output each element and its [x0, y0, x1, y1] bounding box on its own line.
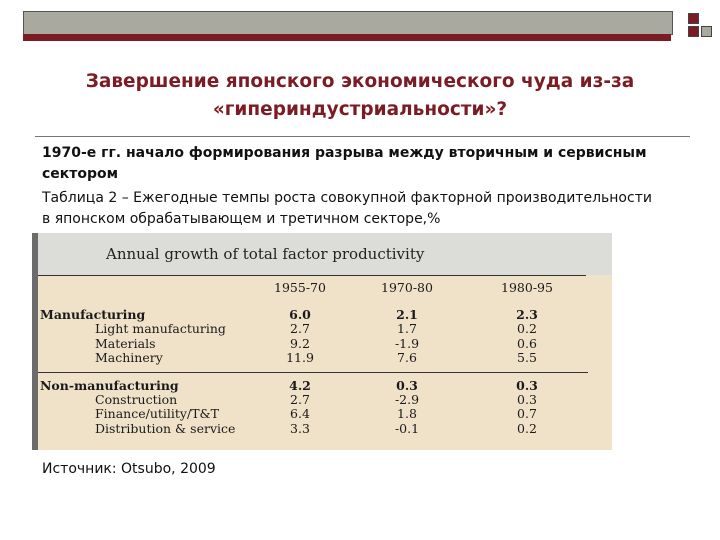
cell: 11.9 — [286, 349, 314, 365]
table-top-rule — [38, 275, 586, 276]
table-row — [40, 407, 580, 421]
table-caption: Annual growth of total factor productivity — [106, 245, 425, 263]
corner-square-icon — [701, 26, 712, 37]
cell: 0.6 — [517, 335, 537, 351]
cell: 2.7 — [290, 392, 310, 408]
corner-square-icon — [688, 13, 699, 24]
cell: 4.2 — [289, 377, 311, 393]
cell: 2.3 — [516, 307, 538, 323]
source-citation: Источник: Otsubo, 2009 — [42, 461, 216, 477]
row-label: Construction — [95, 392, 178, 408]
row-label: Non-manufacturing — [40, 377, 179, 393]
cell: 0.3 — [396, 377, 418, 393]
table-mid-rule — [38, 365, 588, 373]
paragraph-gap-line1: 1970-е гг. начало формирования разрыва между вторичным и сервисным — [42, 145, 647, 161]
corner-square-icon — [688, 26, 699, 37]
column-header: 1970-80 — [381, 280, 433, 295]
cell: 2.1 — [396, 307, 418, 323]
table-description-line2: в японском обрабатывающем и третичном секторе,% — [42, 211, 441, 227]
cell: 6.4 — [290, 406, 310, 422]
cell: 2.7 — [290, 321, 310, 337]
slide-title — [40, 68, 680, 124]
table-header-row — [40, 281, 580, 295]
slide-title-line2: «гипериндустриальности»? — [212, 99, 508, 120]
cell: -0.1 — [394, 420, 420, 436]
table-row — [40, 337, 580, 351]
scanned-table-image — [32, 233, 612, 450]
paragraph-gap — [42, 143, 682, 185]
row-label: Machinery — [95, 349, 163, 365]
cell: 9.2 — [290, 335, 310, 351]
scan-edge — [32, 233, 38, 450]
table-description-line1: Таблица 2 – Ежегодные темпы роста совокупной факторной производительности — [42, 190, 652, 206]
cell: 5.5 — [517, 349, 537, 365]
cell: -2.9 — [394, 392, 420, 408]
row-label: Light manufacturing — [95, 321, 226, 337]
table-row — [40, 308, 580, 322]
slide-title-line1: Завершение японского экономического чуда из-за — [85, 71, 635, 92]
table-row — [40, 322, 580, 336]
top-accent-stripe — [23, 34, 671, 41]
paragraph-gap-line2: сектором — [42, 166, 119, 182]
table-row — [40, 422, 580, 436]
top-decorative-bar — [23, 11, 673, 35]
cell: 7.6 — [397, 349, 417, 365]
productivity-table — [40, 278, 580, 436]
table-row — [40, 351, 580, 365]
cell: 0.3 — [517, 392, 537, 408]
row-label: Finance/utility/T&T — [95, 406, 219, 422]
row-label: Materials — [95, 335, 156, 351]
table-row — [40, 393, 580, 407]
table-row — [40, 379, 580, 393]
cell: 0.2 — [517, 420, 537, 436]
cell: 0.2 — [517, 321, 537, 337]
column-header: 1955-70 — [274, 280, 326, 295]
cell: -1.9 — [394, 335, 420, 351]
row-label: Distribution & service — [95, 420, 236, 436]
cell: 0.7 — [517, 406, 537, 422]
cell: 0.3 — [516, 377, 538, 393]
column-header: 1980-95 — [501, 280, 553, 295]
cell: 1.7 — [397, 321, 417, 337]
table-description — [42, 188, 682, 230]
cell: 1.8 — [397, 406, 417, 422]
cell: 3.3 — [290, 420, 310, 436]
cell: 6.0 — [289, 307, 311, 323]
divider — [35, 136, 690, 137]
row-label: Manufacturing — [40, 307, 146, 323]
